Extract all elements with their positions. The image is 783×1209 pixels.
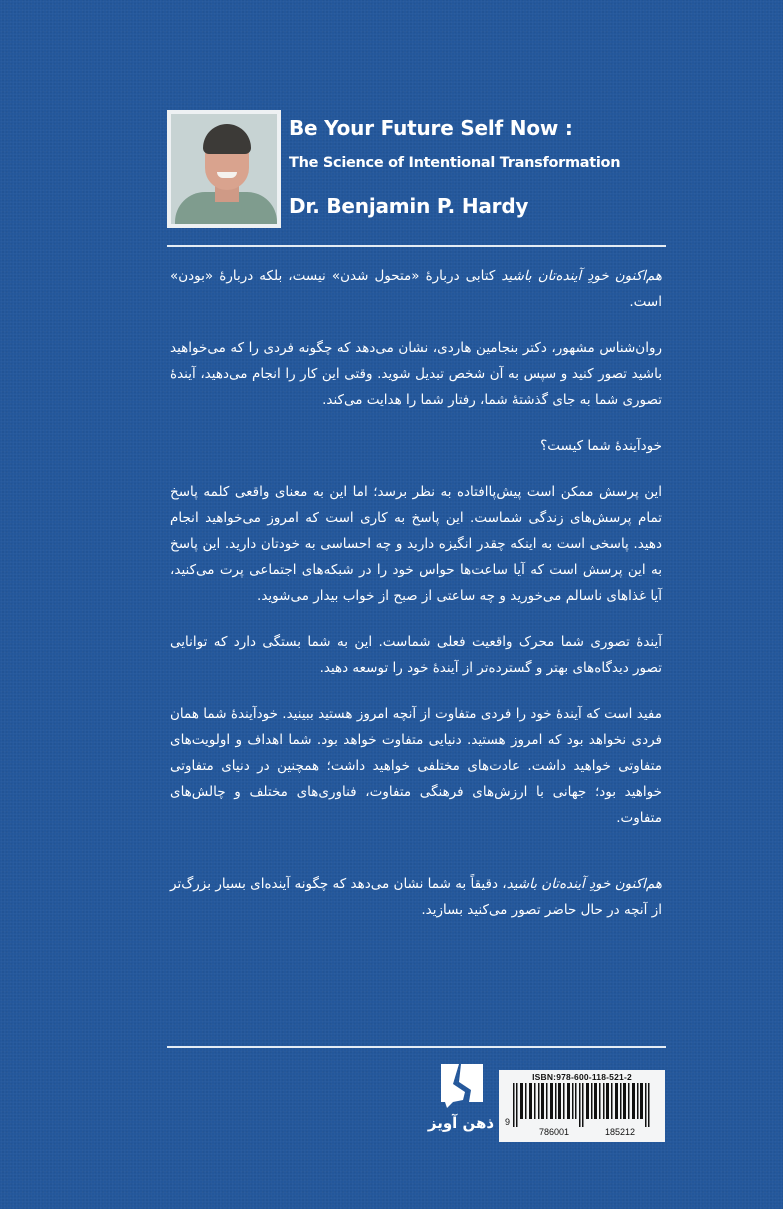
cover-footer — [425, 1062, 665, 1146]
barcode-left-digits: 786001 — [539, 1127, 570, 1137]
publisher-logo — [425, 1062, 497, 1146]
blurb-paragraph: روان‌شناس مشهور، دکتر بنجامین هاردی، نشان می‌دهد که چگونه فردی را که می‌خواهید باشید تصور کنید و سپس به آن شخص تبدیل شوید. وقتی این کار را انجام می‌دهید، آیندهٔ تصوری شما به جای گذشتهٔ شما، رفتار شما را هدایت می‌کند. — [170, 340, 662, 408]
barcode-bars — [513, 1083, 659, 1127]
blurb-paragraph: مفید است که آیندهٔ خود را فردی متفاوت از آنچه امروز هستید ببینید. خودآیندهٔ شما همان فردی نخواهد بود که امروز هستید. دنیایی متفاوت خواهد بود. شما اهداف و اولویت‌های متفاوتی خواهید داشت. عادت‌های مختلفی خواهید داشت؛ همچنین در دنیای متفاوتی خواهید بود؛ جهانی با ارزش‌های فرهنگی متفاوت، فناوری‌های مختلف و چالش‌های متفاوت. — [170, 706, 662, 826]
blurb-closing-paragraph — [170, 871, 662, 923]
blurb-paragraph: این پرسش ممکن است پیش‌پاافتاده به نظر برسد؛ اما این به معنای واقعی کلمه پاسخ تمام پرسش‌های زندگی شماست. این پاسخ به کاری است که امروز می‌خواهید انجام دهید. پاسخی است به اینکه چقدر انگیزه دارید و چه احساسی به خودتان دارید. این پاسخ به این پرسش است که آیا ساعت‌ها حواس خود را در شبکه‌های اجتماعی پرت می‌کنید، آیا غذاهای ناسالم می‌خورید و چه ساعتی از صبح از خواب بیدار می‌شوید. — [170, 484, 662, 604]
top-divider — [167, 245, 666, 247]
publisher-name: ذهن آویز — [427, 1114, 495, 1132]
isbn-barcode — [499, 1070, 665, 1142]
author-portrait-image — [171, 114, 277, 224]
publisher-logo-icon — [439, 1062, 485, 1108]
book-subtitle: The Science of Intentional Transformation — [289, 155, 621, 171]
paragraph-text: کتابی دربارهٔ «متحول شدن» نیست، بلکه دربارهٔ «بودن» است. — [170, 268, 662, 310]
barcode-right-digits: 185212 — [605, 1127, 636, 1137]
barcode-lead-digit: 9 — [505, 1117, 511, 1127]
portrait-smile — [217, 172, 237, 178]
book-title: Be Your Future Self Now : — [289, 116, 573, 140]
isbn-label: ISBN:978-600-118-521-2 — [532, 1072, 632, 1082]
blurb-paragraph: آیندهٔ تصوری شما محرک واقعیت فعلی شماست. این به شما بستگی دارد که توانایی تصور دیدگاه‌های بهتر و گسترده‌تر از آیندهٔ خود را توسعه دهید. — [170, 634, 662, 676]
blurb-text — [170, 263, 662, 943]
portrait-hair — [203, 124, 251, 154]
book-title-italic: هم‌اکنون خودِ آینده‌تان باشید — [506, 876, 662, 892]
blurb-question: خودآیندهٔ شما کیست؟ — [540, 438, 662, 454]
bottom-divider — [167, 1046, 666, 1048]
blurb-paragraph — [170, 263, 662, 315]
book-title-italic: هم‌اکنون خودِ آینده‌تان باشید — [501, 268, 662, 284]
book-header — [167, 110, 667, 230]
author-photo — [167, 110, 281, 228]
barcode-icon — [513, 1083, 659, 1127]
paragraph-text: ، دقیقاً به شما نشان می‌دهد که چگونه آینده‌ای بسیار بزرگ‌تر از آنچه در حال حاضر تصور می‌کنید بسازید. — [170, 876, 662, 918]
barcode-digits — [505, 1117, 659, 1139]
author-name: Dr. Benjamin P. Hardy — [289, 194, 529, 218]
